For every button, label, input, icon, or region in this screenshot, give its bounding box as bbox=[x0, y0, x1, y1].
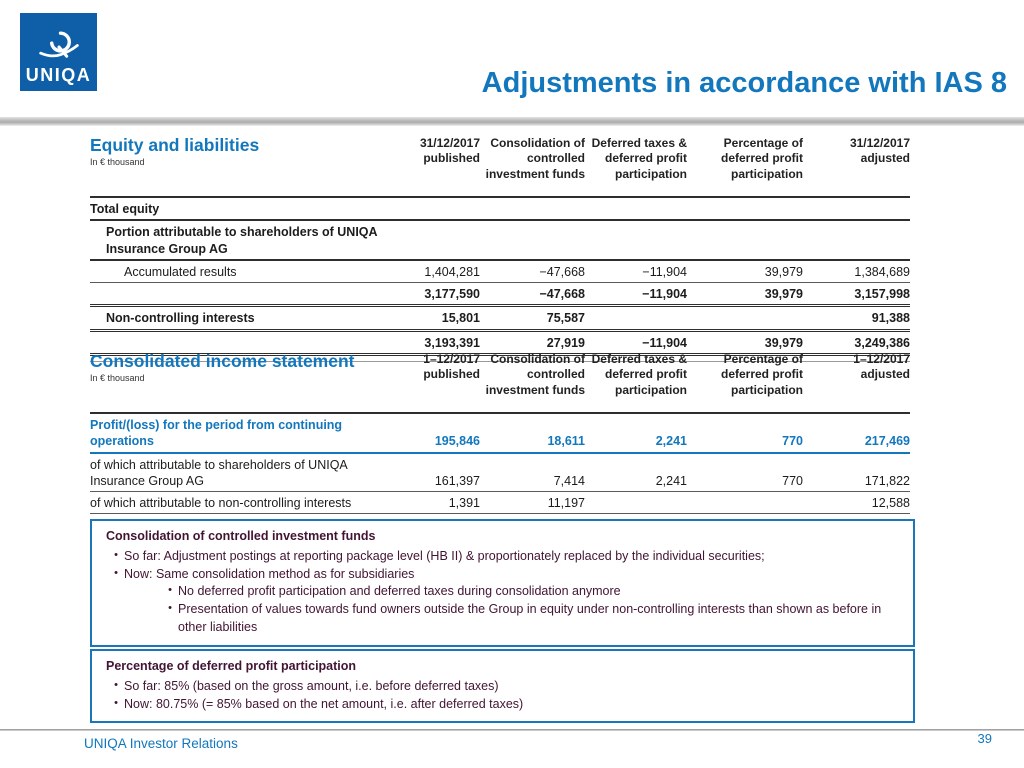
row-label: Accumulated results bbox=[90, 260, 388, 283]
cell-value: −47,668 bbox=[480, 260, 585, 283]
bullet-text: Presentation of values towards fund owners outside the Group in equity under non-controlling interests than shown as before in other liabilities bbox=[178, 602, 882, 634]
cell-value: −47,668 bbox=[480, 283, 585, 306]
cell-value bbox=[585, 197, 687, 220]
uniqa-logo bbox=[20, 13, 97, 91]
row-label: of which attributable to non-controlling interests bbox=[90, 492, 388, 514]
cell-value: −11,904 bbox=[585, 260, 687, 283]
cell-value: 1,404,281 bbox=[388, 260, 480, 283]
bullet-text: Now: 80.75% (= 85% based on the net amount, i.e. after deferred taxes) bbox=[124, 696, 524, 711]
bullet-icon: • bbox=[168, 602, 172, 614]
income-statement-table bbox=[90, 352, 910, 520]
cell-value: 15,801 bbox=[388, 306, 480, 330]
cell-value: 39,979 bbox=[687, 330, 803, 354]
row-label: of which attributable to shareholders of UNIQA Insurance Group AG bbox=[90, 453, 388, 492]
cell-value bbox=[687, 220, 803, 260]
note-box-title: Percentage of deferred profit participation bbox=[106, 659, 357, 673]
cell-value bbox=[388, 220, 480, 260]
list-item bbox=[106, 696, 899, 714]
cell-value: 18,611 bbox=[480, 413, 585, 453]
income-table-title: Consolidated income statement bbox=[90, 351, 355, 371]
header-divider-bar bbox=[0, 117, 1024, 126]
table-row bbox=[90, 492, 910, 514]
table-row bbox=[90, 197, 910, 220]
table-row bbox=[90, 260, 910, 283]
cell-value: 12,588 bbox=[803, 492, 910, 514]
income-col-deferred-taxes: Deferred taxes & deferred profit participation bbox=[585, 352, 687, 413]
income-table-unit: In € thousand bbox=[90, 373, 145, 384]
income-header-row bbox=[90, 352, 910, 413]
income-col-adjusted: 1–12/2017 adjusted bbox=[803, 352, 910, 413]
cell-value bbox=[585, 492, 687, 514]
footer-divider bbox=[0, 729, 1024, 731]
equity-col-published: 31/12/2017 published bbox=[388, 136, 480, 197]
cell-value bbox=[480, 220, 585, 260]
table-row bbox=[90, 453, 910, 492]
cell-value: −11,904 bbox=[585, 330, 687, 354]
table-row bbox=[90, 413, 910, 453]
equity-col-consolidation: Consolidation of controlled investment funds bbox=[480, 136, 585, 197]
cell-value bbox=[585, 220, 687, 260]
cell-value: 1,384,689 bbox=[803, 260, 910, 283]
cell-value: 3,157,998 bbox=[803, 283, 910, 306]
equity-table-title: Equity and liabilities bbox=[90, 135, 260, 155]
note-box-percentage bbox=[90, 649, 915, 723]
cell-value: 75,587 bbox=[480, 306, 585, 330]
cell-value: 3,193,391 bbox=[388, 330, 480, 354]
cell-value: 2,241 bbox=[585, 453, 687, 492]
bullet-icon: • bbox=[168, 584, 172, 597]
cell-value bbox=[803, 220, 910, 260]
cell-value: 770 bbox=[687, 453, 803, 492]
logo-brand-text: UNIQA bbox=[25, 65, 92, 85]
cell-value: 91,388 bbox=[803, 306, 910, 330]
list-item bbox=[106, 583, 899, 601]
bullet-icon: • bbox=[114, 678, 118, 691]
income-table-title-cell bbox=[90, 352, 388, 413]
table-row bbox=[90, 306, 910, 330]
cell-value: 770 bbox=[687, 413, 803, 453]
list-item bbox=[106, 548, 899, 566]
equity-liabilities-table bbox=[90, 136, 910, 362]
equity-col-deferred-taxes: Deferred taxes & deferred profit participation bbox=[585, 136, 687, 197]
cell-value: −11,904 bbox=[585, 283, 687, 306]
row-label: Portion attributable to shareholders of UNIQA Insurance Group AG bbox=[90, 220, 388, 260]
table-row bbox=[90, 220, 910, 260]
list-item bbox=[106, 601, 899, 637]
equity-table-title-cell bbox=[90, 136, 388, 197]
bullet-text: So far: 85% (based on the gross amount, i.e. before deferred taxes) bbox=[124, 678, 499, 693]
cell-value: 1,391 bbox=[388, 492, 480, 514]
income-col-published: 1–12/2017 published bbox=[388, 352, 480, 413]
cell-value: 27,919 bbox=[480, 330, 585, 354]
cell-value bbox=[687, 197, 803, 220]
cell-value: 195,846 bbox=[388, 413, 480, 453]
equity-table-unit: In € thousand bbox=[90, 157, 145, 168]
uniqa-q-swirl-icon bbox=[36, 30, 82, 64]
cell-value: 161,397 bbox=[388, 453, 480, 492]
cell-value bbox=[803, 197, 910, 220]
cell-value bbox=[585, 306, 687, 330]
equity-header-row bbox=[90, 136, 910, 197]
cell-value: 7,414 bbox=[480, 453, 585, 492]
note-box-title: Consolidation of controlled investment funds bbox=[106, 529, 376, 543]
equity-col-adjusted: 31/12/2017 adjusted bbox=[803, 136, 910, 197]
row-label bbox=[90, 283, 388, 306]
row-label: Total equity bbox=[90, 197, 388, 220]
table-row bbox=[90, 283, 910, 306]
cell-value: 39,979 bbox=[687, 260, 803, 283]
cell-value: 171,822 bbox=[803, 453, 910, 492]
footer-brand-text: UNIQA Investor Relations bbox=[84, 736, 238, 751]
row-label: Non-controlling interests bbox=[90, 306, 388, 330]
cell-value: 3,249,386 bbox=[803, 330, 910, 354]
bullet-icon: • bbox=[114, 548, 118, 561]
bullet-icon: • bbox=[114, 696, 118, 709]
bullet-text: No deferred profit participation and deferred taxes during consolidation anymore bbox=[178, 584, 621, 599]
cell-value bbox=[480, 197, 585, 220]
bullet-text: So far: Adjustment postings at reporting package level (HB II) & proportionately replaced by the individual securities; bbox=[124, 548, 765, 563]
income-col-percentage: Percentage of deferred profit participation bbox=[687, 352, 803, 413]
cell-value: 3,177,590 bbox=[388, 283, 480, 306]
note-box-consolidation bbox=[90, 519, 915, 647]
cell-value bbox=[687, 492, 803, 514]
cell-value: 217,469 bbox=[803, 413, 910, 453]
equity-col-percentage: Percentage of deferred profit participation bbox=[687, 136, 803, 197]
row-label: Profit/(loss) for the period from continuing operations bbox=[90, 413, 388, 453]
page-number: 39 bbox=[977, 731, 992, 746]
cell-value: 11,197 bbox=[480, 492, 585, 514]
list-item bbox=[106, 566, 899, 584]
cell-value bbox=[687, 306, 803, 330]
bullet-icon: • bbox=[114, 566, 118, 579]
cell-value bbox=[388, 197, 480, 220]
income-col-consolidation: Consolidation of controlled investment funds bbox=[480, 352, 585, 413]
cell-value: 39,979 bbox=[687, 283, 803, 306]
cell-value: 2,241 bbox=[585, 413, 687, 453]
page-title: Adjustments in accordance with IAS 8 bbox=[481, 67, 1007, 99]
list-item bbox=[106, 678, 899, 696]
bullet-text: Now: Same consolidation method as for subsidiaries bbox=[124, 566, 415, 581]
